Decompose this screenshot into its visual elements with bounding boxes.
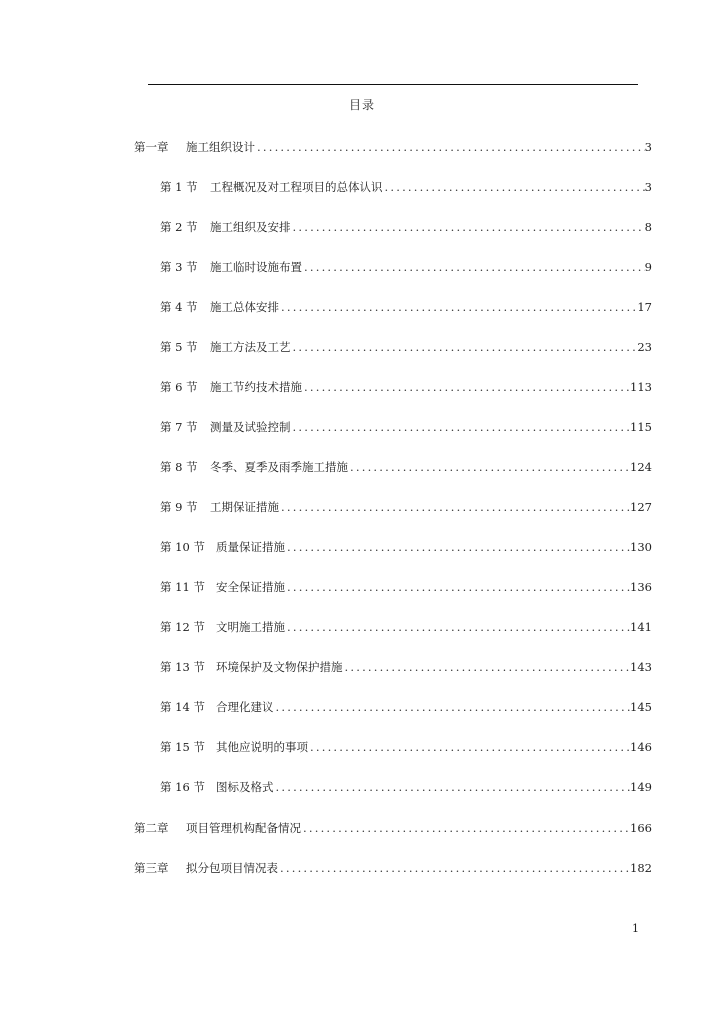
entry-title: 测量及试验控制	[210, 420, 291, 434]
entry-page: 8	[644, 220, 652, 234]
entry-number: 第 3 节	[160, 260, 198, 274]
entry-number: 第三章	[134, 861, 169, 875]
entry-page: 149	[630, 780, 652, 794]
entry-number: 第 16 节	[160, 780, 205, 794]
dot-leader	[279, 299, 637, 315]
dot-leader	[274, 779, 631, 795]
entry-title: 环境保护及文物保护措施	[216, 660, 343, 674]
entry-page: 9	[644, 260, 652, 274]
toc-title: 目录	[348, 98, 375, 112]
entry-page: 182	[630, 861, 652, 875]
entry-number: 第 12 节	[160, 620, 205, 634]
entry-title: 施工节约技术措施	[210, 380, 302, 394]
entry-number: 第 7 节	[160, 420, 198, 434]
dot-leader	[255, 139, 645, 155]
toc-entry-section-13[interactable]	[160, 659, 652, 675]
entry-number: 第 4 节	[160, 300, 198, 314]
entry-title: 安全保证措施	[216, 580, 285, 594]
toc-entry-section-7[interactable]	[160, 419, 652, 435]
dot-leader	[301, 820, 630, 836]
entry-page: 115	[630, 420, 652, 434]
toc-entry-section-9[interactable]	[160, 499, 652, 515]
toc-entry-section-11[interactable]	[160, 579, 652, 595]
entry-title: 施工方法及工艺	[210, 340, 291, 354]
toc-entry-section-12[interactable]	[160, 619, 652, 635]
entry-number: 第 9 节	[160, 500, 198, 514]
entry-title: 拟分包项目情况表	[186, 861, 278, 875]
toc-entry-section-2[interactable]	[160, 219, 652, 235]
dot-leader	[285, 539, 630, 555]
entry-page: 113	[630, 380, 652, 394]
entry-page: 136	[630, 580, 652, 594]
dot-leader	[291, 339, 638, 355]
entry-page: 124	[630, 460, 652, 474]
entry-number: 第 1 节	[160, 180, 198, 194]
entry-number: 第 5 节	[160, 340, 198, 354]
entry-title: 施工总体安排	[210, 300, 279, 314]
entry-title: 其他应说明的事项	[216, 740, 308, 754]
toc-entry-chapter-3[interactable]	[134, 860, 652, 876]
toc-entry-section-15[interactable]	[160, 739, 652, 755]
toc-entry-section-5[interactable]	[160, 339, 652, 355]
entry-page: 3	[644, 140, 652, 154]
page-number: 1	[632, 922, 639, 935]
dot-leader	[348, 459, 630, 475]
entry-title: 施工临时设施布置	[210, 260, 302, 274]
entry-page: 130	[630, 540, 652, 554]
dot-leader	[302, 259, 645, 275]
entry-number: 第 11 节	[160, 580, 205, 594]
entry-number: 第 6 节	[160, 380, 198, 394]
toc-entry-section-1[interactable]	[160, 179, 652, 195]
entry-title: 文明施工措施	[216, 620, 285, 634]
dot-leader	[383, 179, 645, 195]
toc-entry-chapter-2[interactable]	[134, 820, 652, 836]
entry-title: 工期保证措施	[210, 500, 279, 514]
entry-number: 第 13 节	[160, 660, 205, 674]
dot-leader	[279, 499, 630, 515]
entry-title: 项目管理机构配备情况	[186, 821, 301, 835]
entry-page: 127	[630, 500, 652, 514]
entry-number: 第二章	[134, 821, 169, 835]
toc-entry-section-3[interactable]	[160, 259, 652, 275]
toc-entry-chapter-1[interactable]	[134, 139, 652, 155]
entry-page: 145	[630, 700, 652, 714]
entry-title: 冬季、夏季及雨季施工措施	[210, 460, 348, 474]
entry-page: 141	[630, 620, 652, 634]
entry-title: 施工组织及安排	[210, 220, 291, 234]
dot-leader	[285, 619, 630, 635]
dot-leader	[278, 860, 630, 876]
entry-page: 17	[637, 300, 652, 314]
entry-number: 第 2 节	[160, 220, 198, 234]
entry-number: 第 10 节	[160, 540, 205, 554]
entry-title: 工程概况及对工程项目的总体认识	[210, 180, 383, 194]
entry-number: 第 8 节	[160, 460, 198, 474]
entry-title: 施工组织设计	[186, 140, 255, 154]
toc-entry-section-16[interactable]	[160, 779, 652, 795]
dot-leader	[285, 579, 630, 595]
entry-title: 合理化建议	[216, 700, 274, 714]
entry-title: 质量保证措施	[216, 540, 285, 554]
entry-page: 143	[630, 660, 652, 674]
dot-leader	[308, 739, 630, 755]
entry-number: 第 14 节	[160, 700, 205, 714]
toc-entry-section-8[interactable]	[160, 459, 652, 475]
dot-leader	[274, 699, 631, 715]
dot-leader	[302, 379, 630, 395]
toc-entry-section-4[interactable]	[160, 299, 652, 315]
entry-title: 图标及格式	[216, 780, 274, 794]
entry-page: 3	[644, 180, 652, 194]
entry-number: 第 15 节	[160, 740, 205, 754]
dot-leader	[343, 659, 631, 675]
toc-entry-section-6[interactable]	[160, 379, 652, 395]
entry-page: 166	[630, 821, 652, 835]
dot-leader	[291, 419, 631, 435]
entry-page: 23	[637, 340, 652, 354]
toc-entry-section-14[interactable]	[160, 699, 652, 715]
dot-leader	[291, 219, 645, 235]
entry-number: 第一章	[134, 140, 169, 154]
toc-entry-section-10[interactable]	[160, 539, 652, 555]
entry-page: 146	[630, 740, 652, 754]
